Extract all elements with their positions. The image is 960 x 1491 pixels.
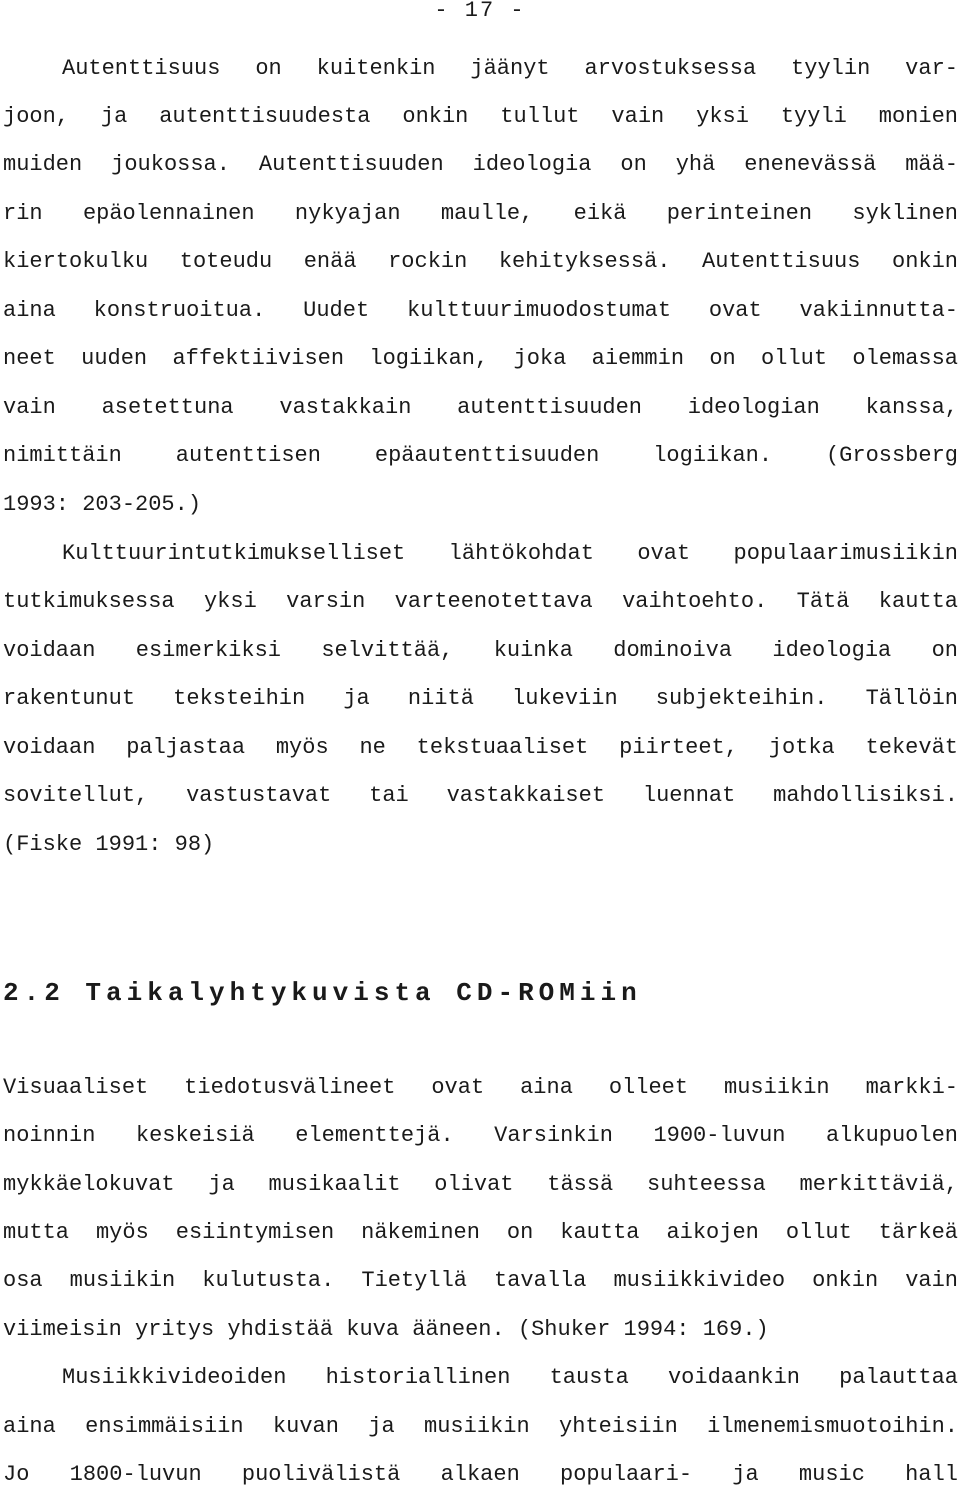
section-heading: 2.2 Taikalyhtykuvista CD-ROMiin [3,978,642,1008]
text-line: kiertokulku toteudu enää rockin kehityksessä. Autenttisuus onkin [3,249,958,274]
text-line: voidaan esimerkiksi selvittää, kuinka dominoiva ideologia on [3,638,958,663]
text-line: rin epäolennainen nykyajan maulle, eikä perinteinen syklinen [3,201,958,226]
text-line: (Fiske 1991: 98) [3,832,215,857]
text-line: Kulttuurintutkimukselliset lähtökohdat ovat populaarimusiikin [62,541,958,566]
text-line: rakentunut teksteihin ja niitä lukeviin subjekteihin. Tällöin [3,686,958,711]
text-line: tutkimuksessa yksi varsin varteenotettava vaihtoehto. Tätä kautta [3,589,958,614]
text-line: muiden joukossa. Autenttisuuden ideologia on yhä enenevässä mää- [3,152,958,177]
text-line: sovitellut, vastustavat tai vastakkaiset luennat mahdollisiksi. [3,783,958,808]
text-line: joon, ja autenttisuudesta onkin tullut vain yksi tyyli monien [3,104,958,129]
text-line: Visuaaliset tiedotusvälineet ovat aina olleet musiikin markki- [3,1075,958,1100]
text-line: aina konstruoitua. Uudet kulttuurimuodostumat ovat vakiinnutta- [3,298,958,323]
text-line: Jo 1800-luvun puolivälistä alkaen populaari- ja music hall [3,1462,958,1487]
page-number: - 17 - [434,0,526,23]
text-line: Autenttisuus on kuitenkin jäänyt arvostuksessa tyylin var- [62,56,958,81]
text-line: Musiikkivideoiden historiallinen tausta voidaankin palauttaa [62,1365,958,1390]
text-line: noinnin keskeisiä elementtejä. Varsinkin 1900-luvun alkupuolen [3,1123,958,1148]
text-line: viimeisin yritys yhdistää kuva ääneen. (Shuker 1994: 169.) [3,1317,769,1342]
text-line: mykkäelokuvat ja musikaalit olivat tässä suhteessa merkittäviä, [3,1172,958,1197]
text-line: 1993: 203-205.) [3,492,202,517]
text-line: neet uuden affektiivisen logiikan, joka aiemmin on ollut olemassa [3,346,958,371]
text-line: osa musiikin kulutusta. Tietyllä tavalla musiikkivideo onkin vain [3,1268,958,1293]
text-line: nimittäin autenttisen epäautenttisuuden logiikan. (Grossberg [3,443,958,468]
text-line: mutta myös esiintymisen näkeminen on kautta aikojen ollut tärkeä [3,1220,958,1245]
text-line: aina ensimmäisiin kuvan ja musiikin yhteisiin ilmenemismuotoihin. [3,1414,958,1439]
text-line: voidaan paljastaa myös ne tekstuaaliset piirteet, jotka tekevät [3,735,958,760]
text-line: vain asetettuna vastakkain autenttisuuden ideologian kanssa, [3,395,958,420]
